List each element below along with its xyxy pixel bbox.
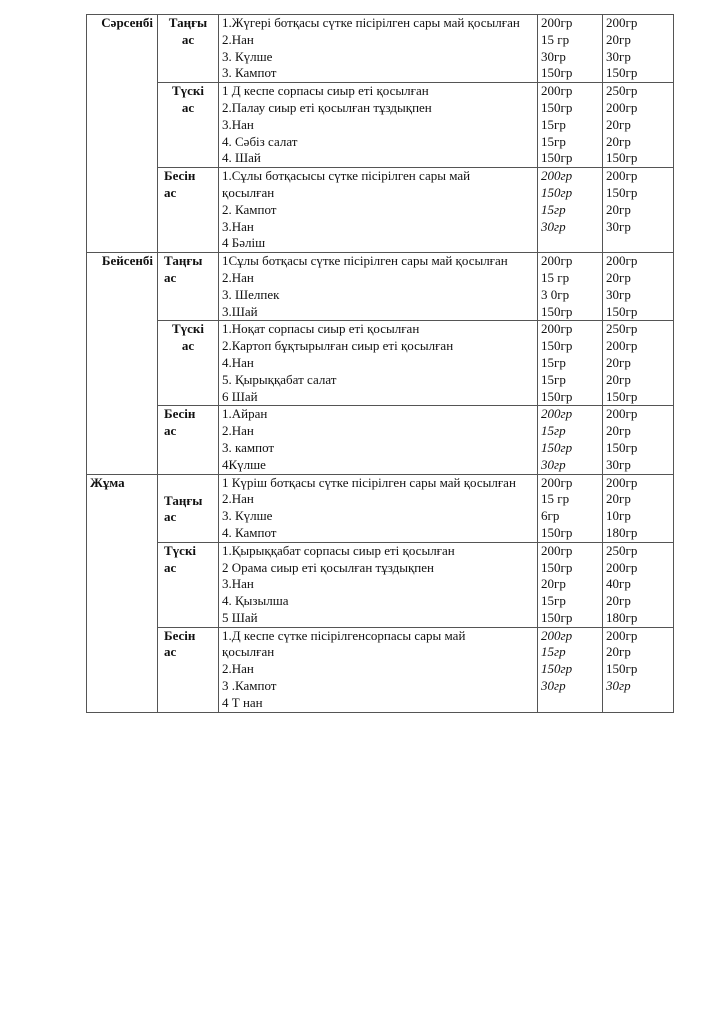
meal-name-line: Түскі bbox=[164, 542, 197, 558]
portion-value: 30гр bbox=[606, 48, 631, 64]
meal-name bbox=[158, 406, 219, 474]
portion-small-list bbox=[538, 542, 603, 627]
portion-value: 200гр bbox=[606, 338, 638, 354]
portion-value: 20гр bbox=[606, 31, 631, 47]
portion-value: 20гр bbox=[541, 576, 566, 592]
dish-list bbox=[219, 406, 538, 474]
portion-value: 15гр bbox=[541, 423, 566, 439]
dish-item: 4 Бәліш bbox=[222, 235, 266, 251]
portion-large-list bbox=[603, 83, 674, 168]
meal-row bbox=[87, 15, 674, 83]
portion-value: 20гр bbox=[606, 354, 631, 370]
portion-value: 200гр bbox=[606, 99, 638, 115]
portion-value: 150гр bbox=[541, 559, 573, 575]
meal-name-line: Таңғы bbox=[164, 492, 203, 508]
meal-name-line: Таңғы bbox=[164, 253, 203, 269]
dish-item: 3.Нан bbox=[222, 218, 254, 234]
meal-name-line: ас bbox=[164, 269, 177, 285]
portion-value: 15гр bbox=[541, 133, 566, 149]
portion-small-list bbox=[538, 83, 603, 168]
portion-small-list bbox=[538, 253, 603, 321]
dish-list bbox=[219, 15, 538, 83]
portion-value: 200гр bbox=[606, 15, 638, 30]
portion-value: 20гр bbox=[606, 269, 631, 285]
portion-value: 40гр bbox=[606, 576, 631, 592]
portion-value: 20гр bbox=[606, 116, 631, 132]
portion-value: 200гр bbox=[606, 627, 638, 643]
portion-value: 150гр bbox=[541, 661, 573, 677]
meal-row bbox=[87, 253, 674, 321]
portion-value: 30гр bbox=[606, 286, 631, 302]
menu-table bbox=[86, 14, 674, 713]
portion-large-list bbox=[603, 253, 674, 321]
meal-row bbox=[87, 168, 674, 253]
dish-item: 3. Күлше bbox=[222, 48, 273, 64]
portion-value: 150гр bbox=[541, 388, 573, 404]
portion-large-list bbox=[603, 474, 674, 542]
meal-name-line: Бесін bbox=[164, 627, 196, 643]
day-name: Жұма bbox=[87, 474, 158, 712]
dish-item: 3. Шелпек bbox=[222, 286, 280, 302]
dish-item: 2.Нан bbox=[222, 491, 254, 507]
portion-value: 200гр bbox=[606, 168, 638, 184]
portion-value: 30гр bbox=[541, 678, 566, 694]
portion-value: 150гр bbox=[541, 439, 573, 455]
portion-value: 200гр bbox=[606, 474, 638, 490]
dish-item: 2.Нан bbox=[222, 269, 254, 285]
portion-value: 15 гр bbox=[541, 31, 570, 47]
dish-item: 1.Д кеспе сүтке пісірілгенсорпасы сары май bbox=[222, 627, 466, 643]
meal-name bbox=[158, 627, 219, 712]
portion-value: 20гр bbox=[606, 593, 631, 609]
dish-item: 1.Айран bbox=[222, 406, 268, 422]
meal-name bbox=[158, 15, 219, 83]
dish-list bbox=[219, 83, 538, 168]
portion-value: 150гр bbox=[541, 99, 573, 115]
dish-list bbox=[219, 321, 538, 406]
portion-value: 180гр bbox=[606, 524, 638, 540]
dish-item: 3 .Кампот bbox=[222, 678, 277, 694]
portion-value: 150гр bbox=[541, 303, 573, 319]
dish-item: 2 Орама сиыр еті қосылған тұздықпен bbox=[222, 559, 434, 575]
portion-value: 200гр bbox=[606, 406, 638, 422]
meal-name bbox=[158, 542, 219, 627]
portion-value: 200гр bbox=[541, 406, 573, 422]
portion-value: 200гр bbox=[606, 559, 638, 575]
portion-value: 20гр bbox=[606, 423, 631, 439]
dish-item: 3. кампот bbox=[222, 439, 275, 455]
portion-value: 15гр bbox=[541, 644, 566, 660]
portion-value: 30гр bbox=[606, 456, 631, 472]
portion-value: 15гр bbox=[541, 354, 566, 370]
portion-value: 180гр bbox=[606, 609, 638, 625]
portion-value: 200гр bbox=[541, 321, 573, 337]
dish-item: 4. Сәбіз салат bbox=[222, 133, 298, 149]
portion-value: 200гр bbox=[541, 253, 573, 269]
meal-name-line: ас bbox=[181, 99, 195, 115]
portion-value: 250гр bbox=[606, 321, 638, 337]
portion-small-list bbox=[538, 627, 603, 712]
dish-item: 3. Кампот bbox=[222, 65, 277, 81]
portion-value: 15гр bbox=[541, 593, 566, 609]
portion-small-list bbox=[538, 474, 603, 542]
dish-item: 4. Кампот bbox=[222, 524, 277, 540]
dish-item: 5 Шай bbox=[222, 609, 258, 625]
portion-value: 150гр bbox=[606, 439, 638, 455]
dish-item: 3. Күлше bbox=[222, 508, 273, 524]
portion-value: 250гр bbox=[606, 542, 638, 558]
portion-value: 150гр bbox=[606, 303, 638, 319]
portion-value: 15 гр bbox=[541, 491, 570, 507]
portion-value: 200гр bbox=[541, 627, 573, 643]
portion-small-list bbox=[538, 15, 603, 83]
dish-item: қосылған bbox=[222, 644, 275, 660]
portion-value: 150гр bbox=[541, 524, 573, 540]
portion-value: 20гр bbox=[606, 133, 631, 149]
portion-value: 150гр bbox=[541, 184, 573, 200]
portion-value: 150гр bbox=[606, 150, 638, 166]
portion-value: 15гр bbox=[541, 201, 566, 217]
dish-item: 4Күлше bbox=[222, 456, 266, 472]
day-name: Сәрсенбі bbox=[87, 15, 158, 253]
dish-item: 4 Т нан bbox=[222, 694, 263, 710]
portion-value: 15гр bbox=[541, 371, 566, 387]
dish-item: 2.Нан bbox=[222, 423, 254, 439]
dish-item: 6 Шай bbox=[222, 388, 258, 404]
meal-row bbox=[87, 627, 674, 712]
portion-value: 150гр bbox=[541, 150, 573, 166]
dish-item: 4.Нан bbox=[222, 354, 254, 370]
portion-value: 150гр bbox=[606, 388, 638, 404]
meal-name-line: Бесін bbox=[164, 406, 196, 422]
dish-item: 1Сұлы ботқасы сүтке пісірілген сары май қосылған bbox=[222, 253, 508, 269]
dish-item: 1.Ноқат сорпасы сиыр еті қосылған bbox=[222, 321, 420, 337]
meal-name-line: ас bbox=[164, 559, 177, 575]
portion-value: 20гр bbox=[606, 491, 631, 507]
portion-value: 30гр bbox=[541, 218, 566, 234]
dish-item: 2.Нан bbox=[222, 31, 254, 47]
meal-name bbox=[158, 83, 219, 168]
meal-name-line: ас bbox=[164, 509, 177, 525]
dish-list bbox=[219, 542, 538, 627]
meal-name-line: ас bbox=[181, 338, 195, 354]
dish-list bbox=[219, 627, 538, 712]
menu-table-body bbox=[87, 15, 674, 713]
dish-item: 2.Нан bbox=[222, 661, 254, 677]
portion-value: 15гр bbox=[541, 116, 566, 132]
portion-large-list bbox=[603, 406, 674, 474]
portion-small-list bbox=[538, 321, 603, 406]
portion-value: 20гр bbox=[606, 201, 631, 217]
portion-value: 20гр bbox=[606, 644, 631, 660]
portion-value: 200гр bbox=[606, 253, 638, 269]
meal-row bbox=[87, 83, 674, 168]
meal-row bbox=[87, 542, 674, 627]
meal-name-line: ас bbox=[164, 644, 177, 660]
meal-name-line: Түскі bbox=[171, 83, 205, 99]
meal-name-line: ас bbox=[181, 31, 195, 47]
dish-item: 3.Нан bbox=[222, 576, 254, 592]
day-name: Бейсенбі bbox=[87, 253, 158, 474]
portion-value: 150гр bbox=[606, 661, 638, 677]
portion-value: 150гр bbox=[541, 338, 573, 354]
portion-value: 30гр bbox=[541, 456, 566, 472]
dish-item: 1.Жүгері ботқасы сүтке пісірілген сары май қосылған bbox=[222, 15, 520, 30]
portion-value: 200гр bbox=[541, 542, 573, 558]
dish-item: 2.Картоп бұқтырылған сиыр еті қосылған bbox=[222, 338, 454, 354]
portion-large-list bbox=[603, 168, 674, 253]
portion-large-list bbox=[603, 542, 674, 627]
meal-row bbox=[87, 406, 674, 474]
portion-value: 250гр bbox=[606, 83, 638, 99]
portion-value: 15 гр bbox=[541, 269, 570, 285]
portion-large-list bbox=[603, 15, 674, 83]
meal-name bbox=[158, 168, 219, 253]
portion-value: 3 0гр bbox=[541, 286, 570, 302]
meal-name-line: Таңғы bbox=[168, 15, 208, 30]
portion-value: 150гр bbox=[541, 65, 573, 81]
dish-item: 1 Күріш ботқасы сүтке пісірілген сары май қосылған bbox=[222, 474, 516, 490]
meal-name-line: Түскі bbox=[171, 321, 205, 337]
portion-value: 200гр bbox=[541, 168, 573, 184]
portion-value: 200гр bbox=[541, 15, 573, 30]
portion-value: 200гр bbox=[541, 474, 573, 490]
meal-name-line: Бесін bbox=[164, 168, 196, 184]
meal-name bbox=[158, 321, 219, 406]
meal-name-line: ас bbox=[164, 423, 177, 439]
dish-item: 5. Қырыққабат салат bbox=[222, 371, 337, 387]
portion-value: 30гр bbox=[541, 48, 566, 64]
portion-small-list bbox=[538, 406, 603, 474]
portion-value: 150гр bbox=[606, 65, 638, 81]
dish-item: 2.Палау сиыр еті қосылған тұздықпен bbox=[222, 99, 432, 115]
portion-large-list bbox=[603, 321, 674, 406]
portion-value: 200гр bbox=[541, 83, 573, 99]
dish-item: 2. Кампот bbox=[222, 201, 277, 217]
portion-value: 30гр bbox=[606, 678, 631, 694]
portion-value: 6гр bbox=[541, 508, 560, 524]
dish-list bbox=[219, 474, 538, 542]
meal-row bbox=[87, 321, 674, 406]
dish-item: 1.Қырыққабат сорпасы сиыр еті қосылған bbox=[222, 542, 455, 558]
dish-list bbox=[219, 253, 538, 321]
dish-item: 4. Қызылша bbox=[222, 593, 289, 609]
portion-small-list bbox=[538, 168, 603, 253]
dish-item: 3.Нан bbox=[222, 116, 254, 132]
portion-value: 150гр bbox=[541, 609, 573, 625]
meal-name bbox=[158, 474, 219, 542]
dish-list bbox=[219, 168, 538, 253]
meal-row bbox=[87, 474, 674, 542]
portion-value: 20гр bbox=[606, 371, 631, 387]
dish-item: 3.Шай bbox=[222, 303, 258, 319]
meal-name-line: ас bbox=[164, 184, 177, 200]
dish-item: қосылған bbox=[222, 184, 275, 200]
dish-item: 1 Д кеспе сорпасы сиыр еті қосылған bbox=[222, 83, 429, 99]
meal-name bbox=[158, 253, 219, 321]
dish-item: 1.Сұлы ботқасысы сүтке пісірілген сары май bbox=[222, 168, 471, 184]
dish-item: 4. Шай bbox=[222, 150, 261, 166]
portion-value: 10гр bbox=[606, 508, 631, 524]
portion-large-list bbox=[603, 627, 674, 712]
portion-value: 150гр bbox=[606, 184, 638, 200]
portion-value: 30гр bbox=[606, 218, 631, 234]
